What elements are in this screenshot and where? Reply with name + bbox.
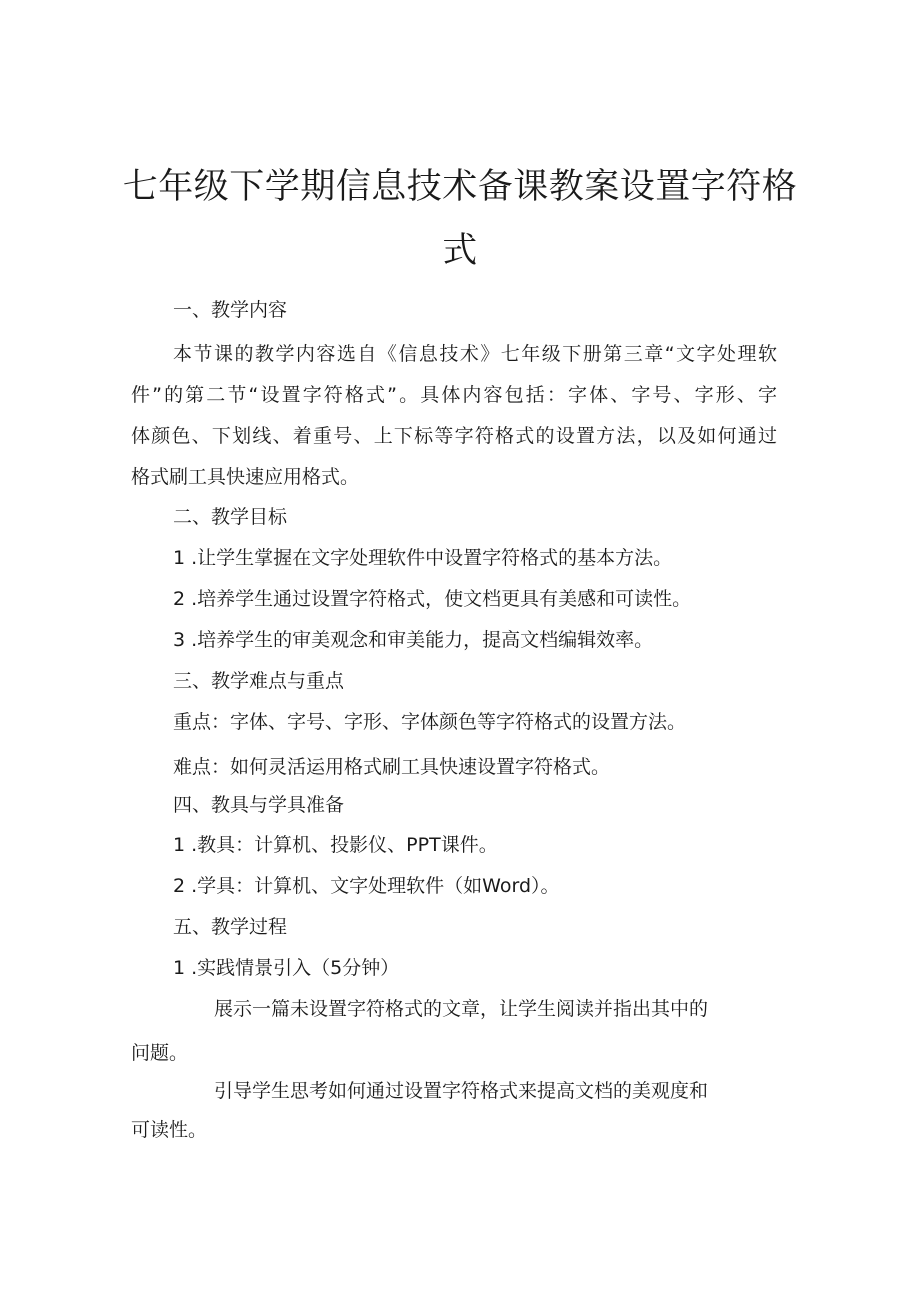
material-item: 2 .学具：计算机、文字处理软件（如Word）。 bbox=[173, 875, 560, 897]
process-step: 1 .实践情景引入（5分钟） bbox=[173, 957, 400, 979]
section-heading-process: 五、教学过程 bbox=[173, 916, 288, 938]
objective-item: 1 .让学生掌握在文字处理软件中设置字符格式的基本方法。 bbox=[173, 547, 673, 569]
objective-item: 3 .培养学生的审美观念和审美能力，提高文档编辑效率。 bbox=[173, 629, 654, 651]
section-heading-key-points: 三、教学难点与重点 bbox=[173, 670, 345, 692]
material-item: 1 .教具：计算机、投影仪、PPT课件。 bbox=[173, 834, 498, 856]
document-title-line-2: 式 bbox=[442, 231, 478, 271]
objective-item: 2 .培养学生通过设置字符格式，使文档更具有美感和可读性。 bbox=[173, 588, 692, 610]
section-heading-content: 一、教学内容 bbox=[173, 299, 288, 321]
process-text-line: 问题。 bbox=[131, 1042, 189, 1064]
difficult-point-text: 难点：如何灵活运用格式刷工具快速设置字符格式。 bbox=[173, 756, 611, 778]
process-text-line: 引导学生思考如何通过设置字符格式来提高文档的美观度和 bbox=[214, 1080, 709, 1102]
key-point-text: 重点：字体、字号、字形、字体颜色等字符格式的设置方法。 bbox=[173, 711, 687, 733]
document-title-line-1: 七年级下学期信息技术备课教案设置字符格 bbox=[122, 167, 798, 207]
paragraph-line: 格式刷工具快速应用格式。 bbox=[131, 466, 360, 488]
section-heading-materials: 四、教具与学具准备 bbox=[173, 794, 345, 816]
paragraph-line: 体颜色、下划线、着重号、上下标等字符格式的设置方法，以及如何通过 bbox=[131, 425, 777, 447]
process-text-line: 展示一篇未设置字符格式的文章，让学生阅读并指出其中的 bbox=[214, 998, 709, 1020]
section-heading-objectives: 二、教学目标 bbox=[173, 506, 288, 528]
paragraph-line: 本节课的教学内容选自《信息技术》七年级下册第三章“文字处理软 bbox=[173, 343, 777, 365]
process-text-line: 可读性。 bbox=[131, 1119, 208, 1141]
content-paragraph bbox=[131, 345, 777, 509]
paragraph-line: 件”的第二节“设置字符格式”。具体内容包括：字体、字号、字形、字 bbox=[131, 384, 777, 406]
